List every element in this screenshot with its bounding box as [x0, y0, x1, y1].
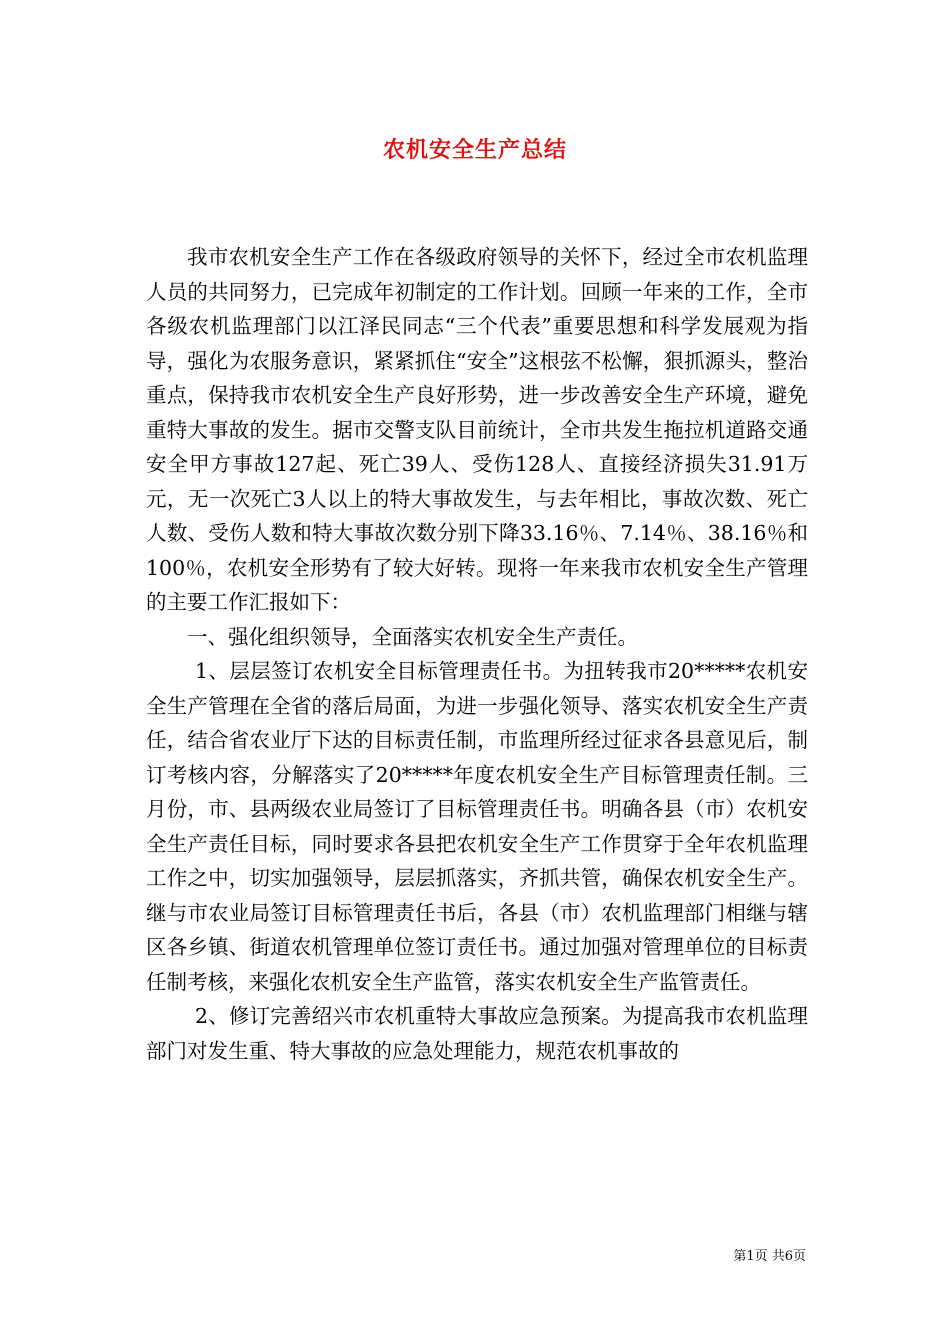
- paragraph-item-1: 1、层层签订农机安全目标管理责任书。为扭转我市20*****农机安全生产管理在全省的落后局面，为进一步强化领导、落实农机安全生产责任，结合省农业厅下达的目标责任制，市监理所经过征求各县意见后，制订考核内容，分解落实了20*****年度农机安全生产目标管理责任制。三月份，市、县两级农业局签订了目标管理责任书。明确各县（市）农机安全生产责任目标，同时要求各县把农机安全生产工作贯穿于全年农机监理工作之中，切实加强领导，层层抓落实，齐抓共管，确保农机安全生产。继与市农业局签订目标管理责任书后，各县（市）农机监理部门相继与辖区各乡镇、街道农机管理单位签订责任书。通过加强对管理单位的目标责任制考核，来强化农机安全生产监管，落实农机安全生产监管责任。: [146, 659, 808, 994]
- document-body: [146, 240, 808, 1068]
- paragraph-intro: 我市农机安全生产工作在各级政府领导的关怀下，经过全市农机监理人员的共同努力，已完成年初制定的工作计划。回顾一年来的工作，全市各级农机监理部门以江泽民同志“三个代表”重要思想和科学发展观为指导，强化为农服务意识，紧紧抓住“安全”这根弦不松懈，狠抓源头，整治重点，保持我市农机安全生产良好形势，进一步改善安全生产环境，避免重特大事故的发生。据市交警支队目前统计，全市共发生拖拉机道路交通安全甲方事故127起、死亡39人、受伤128人、直接经济损失31.91万元，无一次死亡3人以上的特大事故发生，与去年相比，事故次数、死亡人数、受伤人数和特大事故次数分别下降33.16％、7.14％、38.16％和100％，农机安全形势有了较大好转。现将一年来我市农机安全生产管理的主要工作汇报如下：: [146, 245, 808, 614]
- paragraph-section-heading: 一、强化组织领导，全面落实农机安全生产责任。: [187, 624, 638, 649]
- document-title: 农机安全生产总结: [382, 137, 567, 163]
- page-number: 第1页 共6页: [733, 1249, 806, 1264]
- paragraph-item-2: 2、修订完善绍兴市农机重特大事故应急预案。为提高我市农机监理部门对发生重、特大事故的应急处理能力，规范农机事故的: [146, 1004, 808, 1063]
